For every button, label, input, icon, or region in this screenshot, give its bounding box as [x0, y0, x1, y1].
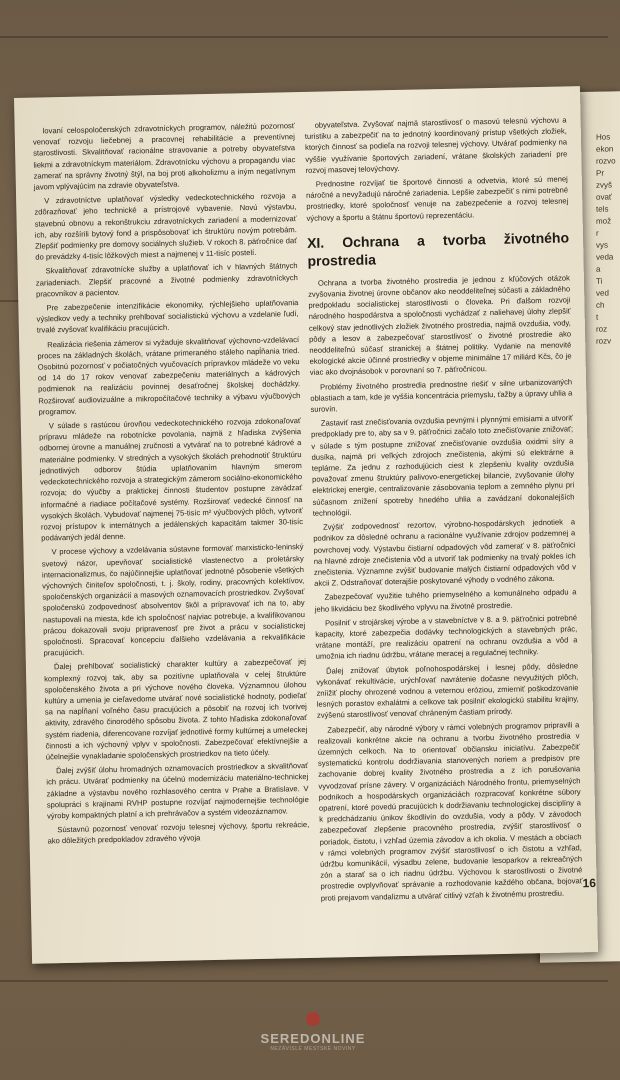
- left-column: [33, 120, 310, 850]
- paragraph: obyvateľstva. Zvyšovať najmä starostlivosť o masovú telesnú výchovu a turistiku a zabezpečiť na to jednotný koordinovaný prístup všetkých zložiek, ktorých činnosť sa podieľa na rozvoji telesnej výchovy. Utvárať podmienky na vyššie využívanie športových zariadení, vrátane školských zariadení pre rozvoj masovej telovýchovy.: [304, 115, 568, 175]
- watermark-logo-icon: [306, 1012, 320, 1026]
- edge-fragment: veda: [596, 252, 614, 262]
- edge-fragment: t: [596, 312, 599, 322]
- paragraph: Problémy životného prostredia prednostne riešiť v silne urbanizovaných oblastiach a tam, kde je vyššia koncentrácia priemyslu, ťažby a úpravy uhlia a surovín.: [310, 377, 573, 414]
- paragraph: Skvalitňovať zdravotnícke služby a uplatňovať ich v hlavných štátnych zariadeniach. Zlepšiť pracovné a životné podmienky zdravotníckych pracovníkov a pacientov.: [35, 261, 298, 299]
- paragraph: V zdravotníctve uplatňovať výsledky vedeckotechnického rozvoja a zdôrazňovať jeho technické a prístrojové vybavenie. Novú výstavbu, stavebnú obnovu a rekonštrukciu zdravotníckych zariadení a modernizovať ich, aby rozšírili bytový fond a prispôsobovať ich štruktúru novým potrebám. Zlepšiť podmienky pre domovy sociálnych služieb. V rokoch 8. päťročnice dať do prevádzky 4-tisíc lôžkových miest a najmenej v 11-tisíc postelí.: [34, 191, 298, 262]
- edge-fragment: ch: [596, 300, 605, 310]
- paragraph: V súlade s rastúcou úrovňou vedeckotechnického rozvoja zdokonaľovať prípravu mládeže na robotnícke povolania, najmä z hľadiska zvýšenia odbornej úrovne a manuálnej zručnosti a vytvárať na to potrebné kádrové a materiálne podmienky. V stredných a vysokých školách prehodnotiť štruktúru jednotlivých odborov štúdia uplatňovaním hlavným smerom vedeckotechnického rozvoja a strategickým zámerom sociálno-ekonomického rozvoja; do výučby a praktickej činnosti študentov postupne zavádzať informačné a riadiace počítačové systémy. Rozširovať vedecké činnosť na vysokých školách. Vybudovať najmenej 75-tisíc m² výučbových plôch, vytvoriť rozvoj prístupov k internátnych a jedálenských kapacitám takmer 30-tisíc podávaných jedál denne.: [39, 416, 304, 543]
- watermark-text: SEREDONLINE: [260, 1031, 366, 1046]
- wood-plank-line: [0, 36, 608, 38]
- right-column-body: [308, 272, 583, 903]
- edge-fragment: ekon: [596, 144, 614, 154]
- page-number: 16: [582, 875, 597, 891]
- paragraph: Ochrana a tvorba životného prostredia je jednou z kľúčových otázok zvyšovania životnej úrovne občanov ako neoddeliteľnej súčasti a základného predpokladu socialistickej starostlivosti o človeka. Pri ďalšom rozvoji národného hospodárstva a spoločnosti vychádzať z naliehavej úlohy zlepšiť celkový stav jednotlivých zložiek životného prostredia, najmä ovzdušia, vody, pôdy a lesov a zabezpečovať starostlivosť o životné prostredie ako neoddeliteľnú súčasť stranickej a štátnej politiky. Vydanie na menovité ekologické akcie účinné prostriedky v objeme minimálne 17 miliárd Kčs, čo je viac ako dvojnásobok v porovnaní so 7. päťročnicou.: [308, 273, 572, 378]
- paragraph: Zabezpečovať využitie tuhého priemyselného a komunálneho odpadu a jeho likvidáciu bez škodlivého vplyvu na životné prostredie.: [314, 587, 577, 614]
- edge-fragment: Hos: [596, 132, 611, 142]
- paragraph: Posilniť v strojárskej výrobe a v stavebníctve v 8. a 9. päťročnici potrebné kapacity, ktoré zabezpečia dodávky technologických a stavebných prác, vrátane montáží, pre realizáciu opatrení na ochranu ovzdušia a vôd a umožnia ich riadnu údržbu, vrátane meracej a regulačnej techniky.: [315, 613, 578, 662]
- watermark-subtext: NEZÁVISLÉ MESTSKÉ NOVINY: [270, 1046, 356, 1052]
- edge-fragment: a: [596, 264, 601, 274]
- section-heading: XI. Ochrana a tvorba životného prostredia: [306, 229, 570, 269]
- edge-fragment: tels: [596, 204, 609, 214]
- paragraph: Realizácia riešenia zámerov si vyžaduje skvalitňovať výchovno-vzdelávací proces na základných školách, vrátane primeraného stáleho napĺňania tried. Osobitnú pozornosť v počiatočných vyučovacích prípravkov mládeže vo veku od 14 do 17 rokov venovať zabezpečeniu materiálnych a kádrových podmienok na realizáciu povinnej desaťročnej školskej dochádzky. Rozširovať audiovizuálne a mikropočítačové techniky a výbavu výučbových programov.: [37, 334, 301, 417]
- paragraph: Zastaviť rast znečisťovania ovzdušia pevnými i plynnými emisiami a utvoriť predpoklady pre to, aby sa v 9. päťročnici začalo toto znečisťovanie znižovať; v súlade s tým postupne znižovať znečisťovanie ovzdušia oxidmi síry a dusíka, najmä pri veľkých zdrojoch znečistenia, akými sú elektrárne a teplárne. Za jednu z rozhodujúcich ciest k zlepšeniu kvality ovzdušia považovať zmenu štruktúry palivovo-energetickej bilancie, zvyšovanie úlohy elektrickej energie, centralizovanie zásobovania teplom a zemného plynu pri súčasnom znížení spotreby hnedého uhlia a zavádzaní dokonalejších technológií.: [311, 413, 575, 518]
- paragraph: Zvýšiť zodpovednosť rezortov, výrobno-hospodárskych jednotiek a podnikov za dôsledné ochranu a racionálne využívanie zdrojov podzemnej a povrchovej vody. Výstavbu čistiarní odpadových vôd zamerať v 8. päťročnici na hlavné zdroje znečistenia vôd a utvoriť tak podmienky na trvalý pokles ich znečistenia. Významne zvýšiť budovanie malých čistiarní odpadových vôd v akcii Z. Odstraňovať doterajšie poskytované výhody o vodného zákona.: [313, 517, 577, 588]
- paragraph: V procese výchovy a vzdelávania sústavne formovať marxisticko-leninský svetový názor, upevňovať socialistické vlastenectvo a proletársky internacionalizmus, čo najúčinnejšie uplatňovať jednotné pôsobenie všetkých výchovných činiteľov spoločnosti, t. j. školy, rodiny, pracovných kolektívov, spoločenských organizácií a masových oznamovacích prostriedkov. Zvyšovať spoločenskú zodpovednosť absolventov škôl a prípravovať ich na to, aby nastupovali na miesta, kde ich spoločnosť najviac potrebuje, a kvalifikovanou prácou dokazovali svoju pripravenosť pre život a prácu v socialistickej spoločnosti. Spracovať koncepciu ďalšieho vzdelávania a rekvalifikácie pracujúcich.: [41, 542, 306, 658]
- paragraph: Pre zabezpečenie intenzifikácie ekonomiky, rýchlejšieho uplatňovania výsledkov vedy a techniky prehlbovať socialistickú výchovu a vzdelanie ľudí, trvalé zvyšovať kvalifikáciu pracujúcich.: [36, 298, 299, 336]
- paragraph: Ďalej znižovať úbytok poľnohospodárskej i lesnej pôdy, dôsledne vykonávať rekultivácie, urýchľovať navrátenie dočasne nevyužitých plôch, zníižiť plochy ohrozené vodnou a veternou eróziou, zmierniť poškodzovanie lesných porastov exhalátmi a celkove tak posilniť ekologickú stabilitu krajiny, zvýšenú starostlivosť venovať chráneným častiam prírody.: [316, 660, 579, 721]
- watermark: [238, 1012, 388, 1052]
- right-column: [305, 114, 583, 906]
- paragraph: lovaní celospoločenských zdravotníckych programov, náležitú pozornosť venovať rozvoju liečebnej a pracovnej rehabilitácie a preventívnej starostlivosti. Skvalitňovať racionálne stravovanie a potreby obyvateľstva liekmi a zdravotníckym materiálom. Zdravotnícku výchovu a propagandu viac zamerať na správny životný štýl, na boj proti alkoholizmu a iným negatívnym javom vplývajúcim na zdravie obyvateľstva.: [32, 121, 296, 192]
- edge-fragment: ovať: [596, 192, 612, 202]
- edge-fragment: rozv: [596, 336, 612, 346]
- edge-fragment: r: [596, 228, 599, 238]
- paragraph: Ďalej zvýšiť úlohu hromadných oznamovacích prostriedkov a skvalitňovať ich prácu. Utvárať podmienky na účelnú modernizáciu materiálno-technickej základne a výstavbu nového rozhlasového centra v Prahe a Bratislave. V spolupráci s krajinami RVHP postupne rozvíjať najmodernejšie technológie výroby kompaktných platní a ich prehrávačov a systém videozáznamov.: [46, 761, 309, 821]
- paragraph: Ďalej prehlbovať socialistický charakter kultúry a zabezpečovať jej komplexný rozvoj tak, aby sa pozitívne uplatňovala v celej štruktúre spoločenského života a pri výchove nového človeka. Významnou úlohou kultúry a umenia je cieľavedome utvárať nové socialistické hodnoty, podieľať sa na napĺňaní voľného času pracujúcich a pôsobiť na rozvoj ich tvorivej aktivity, zdravého činorodého spôsobu života. Z tohto hľadiska zdokonaľovať systém riadenia, diferencovane rozvíjať jednotlivé formy kultúrnej a umeleckej činnosti a ich výchovný vplyv v spoločnosti. Zabezpečovať efektívnejšie a účelnejšie vynakladanie spoločenských prostriedkov na tieto účely.: [44, 657, 308, 762]
- paragraph: Prednostne rozvíjať tie športové činnosti a odvetvia, ktoré sú menej náročné a nevyžadujú náročné zariadenia. Lepšie zabezpečiť s nimi potrebné prostriedky, ktoré spoločnosť venuje na zabezpečenie a rozvoj telesnej výchovy a športu a štátnu športovú reprezentáciu.: [306, 174, 569, 223]
- document-page: [14, 86, 598, 964]
- edge-fragment: zvyš: [596, 180, 612, 190]
- next-page-edge-text: [596, 131, 616, 347]
- paragraph: Zabezpečiť, aby národné výbory v rámci volebných programov pripravili a realizovali konkrétne akcie na ochranu a tvorbu životného prostredia v územných celkoch. Na to orientovať občiansku iniciatívu. Zabezpečiť systematickú kontrolu dodržiavania stanovených noriem a predpisov pre zachovanie dobrej kvality životného prostredia a z ich porušovania vyvodzovať prísne závery. V organizáciách Národného frontu, priemyselných podnikoch a hospodárskych organizáciách rozpracovať konkrétne súbory opatrení, ktoré povedú pracujúcich k dodržiavaniu technologickej disciplíny a k predchádzaniu únikov škodlivín do ovzdušia, vody a pôdy. V závodoch zabezpečovať zlepšenie pracovného prostredia, zvýšiť starostlivosť o poriadok, čistotu, i vzhľad územia závodov a ich okolia. V mestách a obciach v rámci volebných programov zvýšiť starostlivosť o ich čistotu a vzhľad, údržbu komunikácií, výsadbu zelene, budovanie lesoparkov a rekreačných zón a starať sa o ich riadnu údržbu. Výchovou k starostlivosti o životné prostredie ovplyvňovať správanie a rozhodovanie každého občana, bojovať proti prejavom vandalizmu a utvárať citlivý vzťah k životnému prostrediu.: [317, 719, 583, 903]
- right-column-intro: [305, 114, 569, 223]
- edge-fragment: rozvo: [596, 156, 616, 166]
- edge-fragment: ved: [596, 288, 609, 298]
- wood-plank-line: [0, 980, 608, 982]
- edge-fragment: vys: [596, 240, 608, 250]
- edge-fragment: Pr: [596, 168, 604, 178]
- paragraph: Sústavnú pozornosť venovať rozvoju telesnej výchovy, športu rekreácie, ako dôležitých predpokladov zdravého vývoja: [47, 820, 310, 846]
- edge-fragment: mož: [596, 216, 612, 226]
- edge-fragment: Ti: [596, 276, 603, 286]
- edge-fragment: roz: [596, 324, 608, 334]
